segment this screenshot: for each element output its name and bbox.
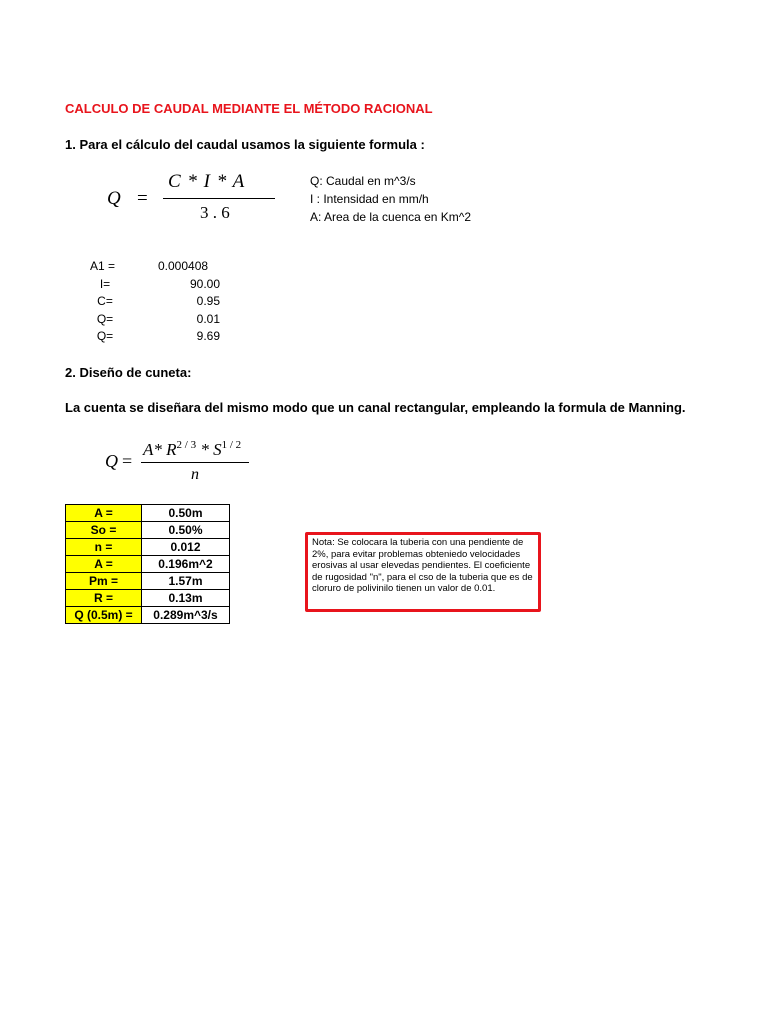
table-key-cell[interactable]: A =	[66, 556, 142, 573]
table-row	[66, 590, 230, 607]
manning-formula	[105, 437, 265, 487]
exponent-s: 1 / 2	[221, 439, 242, 451]
numerator-s: * S	[196, 440, 222, 459]
table-key-cell[interactable]: Q (0.5m) =	[66, 607, 142, 624]
table-row	[66, 607, 230, 624]
section2-heading: 2. Diseño de cuneta:	[65, 365, 192, 380]
table-value-cell[interactable]: 0.289m^3/s	[142, 607, 230, 624]
calculation-table	[65, 504, 230, 624]
table-key-cell[interactable]: Pm =	[66, 573, 142, 590]
variable-value: 0.01	[196, 311, 220, 326]
variable-value: 0.95	[196, 294, 220, 308]
formula-denominator: 3 . 6	[200, 203, 230, 222]
table-row	[66, 522, 230, 539]
variable-label: Q=	[96, 329, 114, 343]
variable-label: C=	[97, 294, 113, 308]
formula-denominator: n	[191, 466, 199, 483]
table-value-cell[interactable]: 0.50m	[142, 505, 230, 522]
legend-item: A: Area de la cuenca en Km^2	[310, 210, 472, 224]
fraction-bar	[141, 462, 249, 463]
numerator-a-r: A* R	[143, 440, 177, 459]
table-row	[66, 556, 230, 573]
legend-item: I : Intensidad en mm/h	[310, 192, 429, 206]
table-value-cell[interactable]: 0.13m	[142, 590, 230, 607]
table-value-cell[interactable]: 0.196m^2	[142, 556, 230, 573]
legend-item: Q: Caudal en m^3/s	[310, 174, 416, 188]
variable-label: I=	[99, 276, 111, 291]
table-value-cell[interactable]: 0.012	[142, 539, 230, 556]
variable-value: 9.69	[196, 329, 220, 343]
variable-label: A1 =	[90, 259, 116, 273]
variable-label: Q=	[96, 311, 114, 326]
variable-value: 90.00	[189, 276, 220, 291]
fraction-bar	[163, 198, 275, 199]
formula-lhs: Q	[107, 188, 121, 209]
page-title: CALCULO DE CAUDAL MEDIANTE EL MÉTODO RACIONAL	[65, 101, 433, 116]
table-key-cell[interactable]: R =	[66, 590, 142, 607]
table-value-cell[interactable]: 1.57m	[142, 573, 230, 590]
formula-equals: =	[122, 451, 133, 471]
formula-lhs: Q	[105, 451, 118, 471]
table-key-cell[interactable]: So =	[66, 522, 142, 539]
variable-value: 0.000408	[158, 259, 209, 273]
section1-heading: 1. Para el cálculo del caudal usamos la siguiente formula :	[65, 137, 425, 152]
formula-numerator	[143, 439, 241, 460]
exponent-r: 2 / 3	[176, 439, 197, 451]
formula-legend	[310, 172, 471, 226]
rational-formula	[100, 168, 285, 228]
table-key-cell[interactable]: n =	[66, 539, 142, 556]
section2-text: La cuenta se diseñara del mismo modo que un canal rectangular, empleando la formula de Manning.	[65, 400, 686, 415]
table-row	[66, 539, 230, 556]
table-row	[66, 573, 230, 590]
table-key-cell[interactable]: A =	[66, 505, 142, 522]
table-row	[66, 505, 230, 522]
formula-equals: =	[137, 188, 148, 209]
note-box[interactable]: Nota: Se colocara la tuberia con una pendiente de 2%, para evitar problemas obteniedo velocidades erosivas al usar elevedas pendientes. El coeficiente de rugosidad "n", para el cso de la tuberia que es de cloruro de polivinilo tienen un valor de 0.01.	[305, 532, 541, 612]
formula-numerator: C * I * A	[168, 171, 245, 192]
table-value-cell[interactable]: 0.50%	[142, 522, 230, 539]
